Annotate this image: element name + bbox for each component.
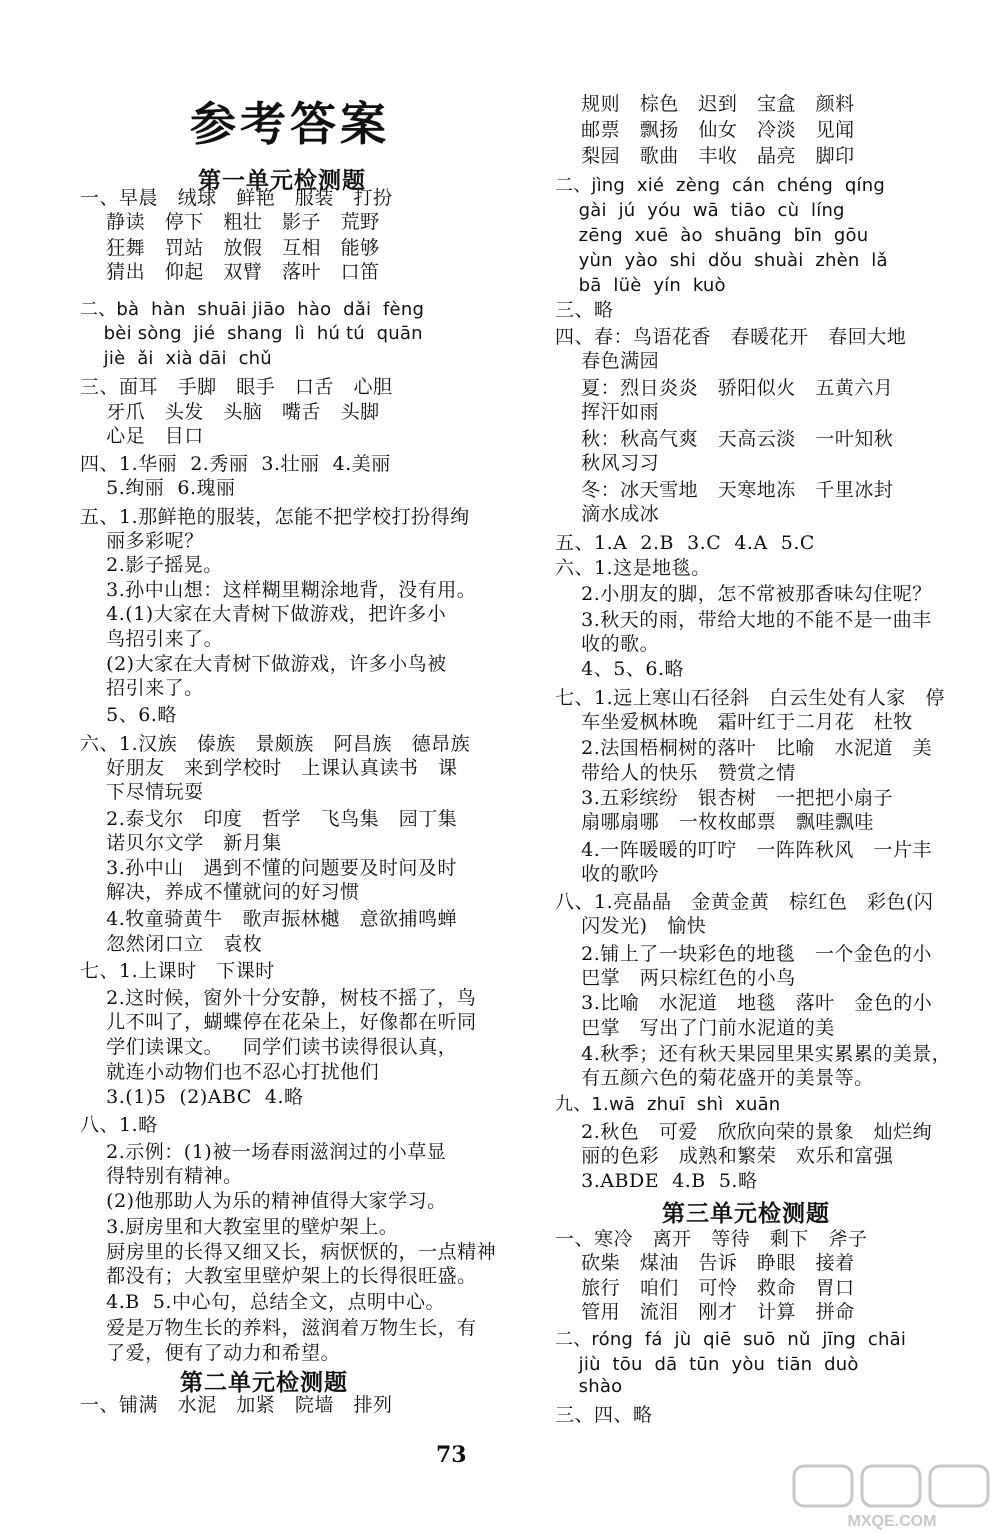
right-answer-line: 3.秋天的雨，带给大地的不能不是一曲丰 — [555, 609, 932, 631]
right-answer-line: bā lüè yín kuò — [555, 275, 726, 296]
right-answer-line: 丽的色彩 成熟和繁荣 欢乐和富强 — [555, 1145, 894, 1167]
left-answer-line: (2)大家在大青树下做游戏，许多小鸟被 — [80, 653, 447, 675]
right-answer-line: shào — [555, 1376, 623, 1397]
right-answer-line: 4、5、6.略 — [555, 658, 684, 680]
right-answer-line: 2.秋色 可爱 欣欣向荣的景象 灿烂绚 — [555, 1121, 933, 1143]
right-answer-line: 挥汗如雨 — [555, 401, 660, 423]
left-answer-line: 诺贝尔文学 新月集 — [80, 832, 282, 854]
left-answer-line: 三、面耳 手脚 眼手 口舌 心胆 — [80, 376, 393, 398]
right-answer-line: gài jú yóu wā tiāo cù líng — [555, 200, 845, 221]
left-answer-line: 厨房里的长得又细又长，病恹恹的，一点精神 — [80, 1241, 497, 1263]
right-answer-line: 收的歌吟 — [555, 863, 660, 885]
right-answer-line: 八、1.亮晶晶 金黄金黄 棕红色 彩色(闪 — [555, 891, 934, 913]
right-answer-line: 2.小朋友的脚，怎不常被那香味勾住呢？ — [555, 583, 932, 605]
right-answer-line: 二、róng fá jù qiē suō nǔ jīng chāi — [555, 1329, 907, 1350]
left-answer-line: 4.B 5.中心句，总结全文，点明中心。 — [80, 1291, 445, 1313]
right-answer-line: 一、寒冷 离开 等待 剩下 斧子 — [555, 1228, 868, 1250]
left-answer-line: 爱是万物生长的养料，滋润着万物生长，有 — [80, 1317, 477, 1339]
page-number: 73 — [436, 1442, 467, 1468]
right-answer-line: 砍柴 煤油 告诉 睁眼 接着 — [555, 1252, 855, 1274]
left-answer-line: 好朋友 来到学校时 上课认真读书 课 — [80, 757, 458, 779]
section-title-unit3: 第三单元检测题 — [662, 1200, 830, 1227]
left-answer-line: 鸟招引来了。 — [80, 628, 224, 650]
left-answer-line: 2.这时候，窗外十分安静，树枝不摇了，鸟 — [80, 987, 477, 1009]
left-answer-line: jiè ǎi xià dāi chǔ — [80, 348, 272, 369]
left-answer-line: (2)他那助人为乐的精神值得大家学习。 — [80, 1190, 447, 1212]
right-answer-line: 滴水成冰 — [555, 503, 660, 525]
right-answer-line: 4.一阵暖暖的叮咛 一阵阵秋风 一片丰 — [555, 839, 933, 861]
left-answer-line: 5、6.略 — [80, 704, 177, 726]
left-answer-line: 解决，养成不懂就问的好习惯 — [80, 881, 360, 903]
left-answer-line: 静读 停下 粗壮 影子 荒野 — [80, 211, 380, 233]
section-title-unit1: 第一单元检测题 — [198, 167, 366, 194]
right-answer-line: 收的歌。 — [555, 633, 660, 655]
right-answer-line: 4.秋季；还有秋天果园里果实累累的美景， — [555, 1043, 952, 1065]
left-answer-line: 五、1.那鲜艳的服装，怎能不把学校打扮得绚 — [80, 506, 470, 528]
right-answer-line: 巴掌 写出了门前水泥道的美 — [555, 1017, 835, 1039]
left-answer-line: 就连小动物们也不忍心打扰他们 — [80, 1061, 380, 1083]
left-answer-line: 得特别有精神。 — [80, 1165, 243, 1187]
right-answer-line: zēng xuē ào shuāng bīn gōu — [555, 225, 869, 246]
right-answer-line: 2.法国梧桐树的落叶 比喻 水泥道 美 — [555, 737, 933, 759]
right-answer-line: 春色满园 — [555, 350, 660, 372]
right-answer-line: yùn yào shi dǒu shuài zhèn lǎ — [555, 250, 888, 271]
left-answer-line: 下尽情玩耍 — [80, 781, 204, 803]
left-answer-line: 心足 目口 — [80, 425, 204, 447]
left-answer-line: 2.泰戈尔 印度 哲学 飞鸟集 园丁集 — [80, 808, 458, 830]
left-answer-line: 丽多彩呢？ — [80, 530, 204, 552]
right-answer-line: 旅行 咱们 可怜 救命 胃口 — [555, 1277, 855, 1299]
right-answer-line: 梨园 歌曲 丰收 晶亮 脚印 — [555, 145, 855, 167]
left-answer-line: 5.绚丽 6.瑰丽 — [80, 477, 236, 499]
left-answer-line: 3.(1)5 (2)ABC 4.略 — [80, 1086, 304, 1108]
right-answer-line: 七、1.远上寒山石径斜 白云生处有人家 停 — [555, 687, 945, 709]
right-answer-line: 二、jìng xié zèng cán chéng qíng — [555, 175, 885, 196]
left-answer-line: 七、1.上课时 下课时 — [80, 960, 275, 982]
right-answer-line: 六、1.这是地毯。 — [555, 557, 711, 579]
left-answer-line: 八、1.略 — [80, 1114, 158, 1136]
right-answer-line: 有五颜六色的菊花盛开的美景等。 — [555, 1067, 874, 1089]
right-answer-line: 邮票 飘扬 仙女 冷淡 见闻 — [555, 119, 855, 141]
right-answer-line: 带给人的快乐 赞赏之情 — [555, 762, 796, 784]
right-answer-line: 夏：烈日炎炎 骄阳似火 五黄六月 — [555, 377, 894, 399]
page-title: 参考答案 — [190, 97, 390, 151]
right-answer-line: 秋：秋高气爽 天高云淡 一叶知秋 — [555, 428, 894, 450]
left-answer-line: 忽然闭口立 袁枚 — [80, 933, 263, 955]
left-answer-line: 4.(1)大家在大青树下做游戏，把许多小 — [80, 603, 447, 625]
right-answer-line: 五、1.A 2.B 3.C 4.A 5.C — [555, 532, 815, 554]
left-answer-line: 猜出 仰起 双臂 落叶 口笛 — [80, 261, 380, 283]
left-answer-line: 狂舞 罚站 放假 互相 能够 — [80, 237, 380, 259]
left-answer-line: 儿不叫了，蝴蝶停在花朵上，好像都在听同 — [80, 1011, 477, 1033]
right-answer-line: 冬：冰天雪地 天寒地冻 千里冰封 — [555, 479, 894, 501]
left-answer-line: 了爱，便有了动力和希望。 — [80, 1342, 341, 1364]
watermark-logo — [790, 1462, 995, 1530]
right-answer-line: 管用 流泪 刚才 计算 拼命 — [555, 1301, 855, 1323]
right-answer-line: 规则 棕色 迟到 宝盒 颜料 — [555, 93, 855, 115]
left-answer-line: 都没有；大教室里壁炉架上的长得很旺盛。 — [80, 1265, 477, 1287]
left-answer-line: 招引来了。 — [80, 677, 204, 699]
left-answer-line: 3.厨房里和大教室里的壁炉架上。 — [80, 1216, 399, 1238]
left-answer-line: 一、早晨 绒球 鲜艳 服装 打扮 — [80, 187, 393, 209]
right-answer-line: 3.五彩缤纷 银杏树 一把把小扇子 — [555, 787, 894, 809]
right-answer-line: 3.比喻 水泥道 地毯 落叶 金色的小 — [555, 992, 933, 1014]
right-answer-line: 车坐爱枫林晚 霜叶红于二月花 杜牧 — [555, 711, 913, 733]
left-answer-line: 牙爪 头发 头脑 嘴舌 头脚 — [80, 401, 380, 423]
right-answer-line: 四、春：鸟语花香 春暖花开 春回大地 — [555, 326, 907, 348]
left-answer-line: bèi sòng jié shang lì hú tú quān — [80, 323, 423, 344]
left-answer-line: 一、铺满 水泥 加紧 院墙 排列 — [80, 1394, 393, 1416]
right-answer-line: 三、四、略 — [555, 1404, 653, 1426]
right-answer-line: 扇哪扇哪 一枚枚邮票 飘哇飘哇 — [555, 811, 874, 833]
right-answer-line: 闪发光) 愉快 — [555, 915, 707, 937]
right-answer-line: 秋风习习 — [555, 452, 660, 474]
left-answer-line: 3.孙中山 遇到不懂的问题要及时问及时 — [80, 857, 457, 879]
left-answer-line: 2.示例：(1)被一场春雨滋润过的小草显 — [80, 1141, 447, 1163]
right-answer-line: 九、1.wā zhuī shì xuān — [555, 1094, 781, 1115]
left-answer-line: 六、1.汉族 傣族 景颇族 阿昌族 德昂族 — [80, 733, 471, 755]
right-answer-line: 三、略 — [555, 299, 614, 321]
left-answer-line: 2.影子摇晃。 — [80, 554, 223, 576]
section-title-unit2: 第二单元检测题 — [180, 1369, 348, 1396]
right-answer-line: 3.ABDE 4.B 5.略 — [555, 1170, 758, 1192]
left-answer-line: 学们读课文。 同学们读书读得很认真， — [80, 1036, 458, 1058]
right-answer-line: 巴掌 两只棕红色的小鸟 — [555, 967, 796, 989]
right-answer-line: jiù tōu dā tūn yòu tiān duò — [555, 1354, 859, 1375]
left-answer-line: 四、1.华丽 2.秀丽 3.壮丽 4.美丽 — [80, 453, 391, 475]
left-answer-line: 3.孙中山想：这样糊里糊涂地背，没有用。 — [80, 579, 477, 601]
left-answer-line: 4.牧童骑黄牛 歌声振林樾 意欲捕鸣蝉 — [80, 908, 458, 930]
svg-text:MXQE.COM: MXQE.COM — [847, 1513, 937, 1530]
left-answer-line: 二、bà hàn shuāi jiāo hào dǎi fèng — [80, 299, 425, 320]
right-answer-line: 2.铺上了一块彩色的地毯 一个金色的小 — [555, 943, 932, 965]
